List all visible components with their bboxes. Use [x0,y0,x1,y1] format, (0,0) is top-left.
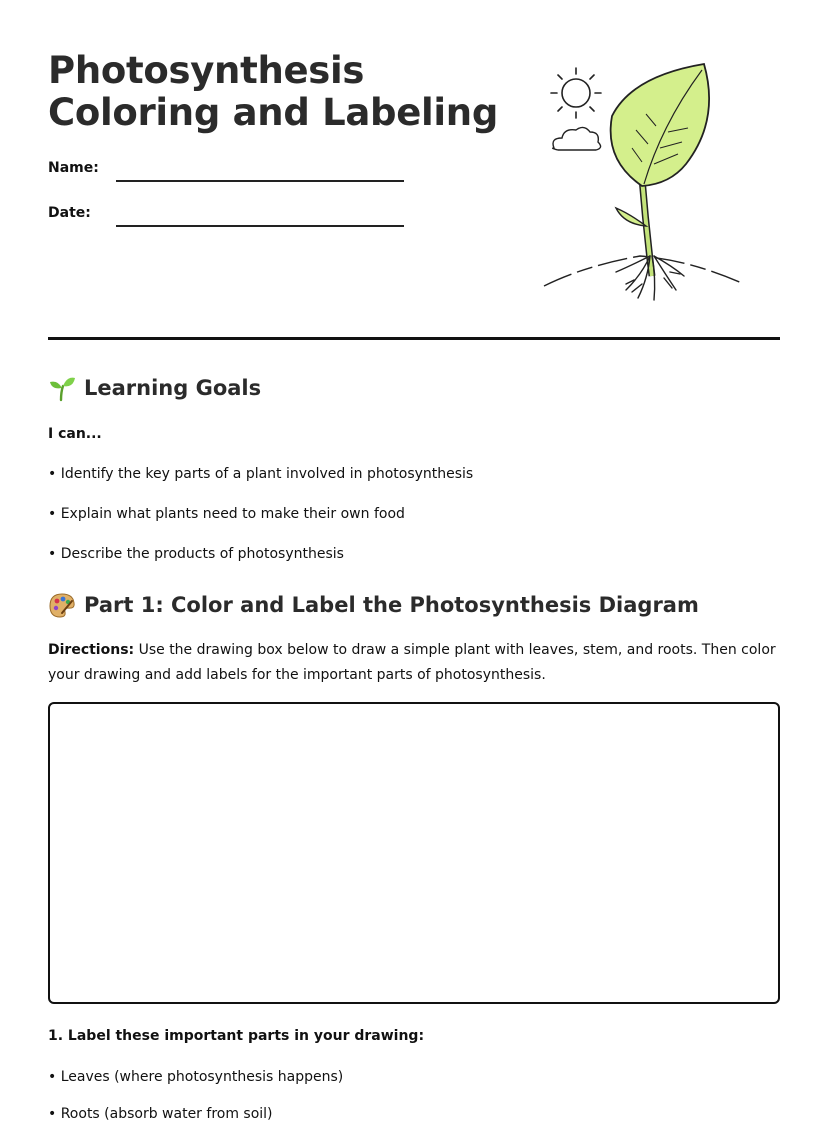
sun-icon [551,68,601,118]
name-field[interactable] [116,180,404,182]
goal-item: • Explain what plants need to make their own food [48,506,405,522]
main-leaf-icon [611,64,710,186]
date-field[interactable] [116,225,404,227]
directions-body: Use the drawing box below to draw a simple plant with leaves, stem, and roots. Then color your drawing and add labels for the important parts of photosynthesis. [48,642,776,683]
learning-goals-title: Learning Goals [84,376,262,400]
section-divider [48,337,780,340]
learning-goals-heading [48,374,261,402]
drawing-box[interactable] [48,702,780,1004]
goal-item: • Describe the products of photosynthesis [48,546,344,562]
page-title: Photosynthesis Coloring and Labeling [48,49,499,134]
directions-label: Directions: [48,642,135,658]
goal-item: • Identify the key parts of a plant involved in photosynthesis [48,466,474,482]
goals-intro: I can... [48,426,102,442]
date-label: Date: [48,205,91,221]
ground-line [544,256,744,286]
palette-icon [48,591,76,619]
label-item: • Leaves (where photosynthesis happens) [48,1069,344,1085]
part1-title: Part 1: Color and Label the Photosynthesis Diagram [84,593,699,617]
plant-sun-illustration [538,58,750,308]
label-parts-heading: 1. Label these important parts in your drawing: [48,1028,425,1044]
part1-heading [48,591,699,619]
label-item: • Roots (absorb water from soil) [48,1106,273,1122]
seedling-icon [48,374,76,402]
name-label: Name: [48,160,99,176]
cloud-icon [553,127,601,150]
directions-text [48,638,783,688]
